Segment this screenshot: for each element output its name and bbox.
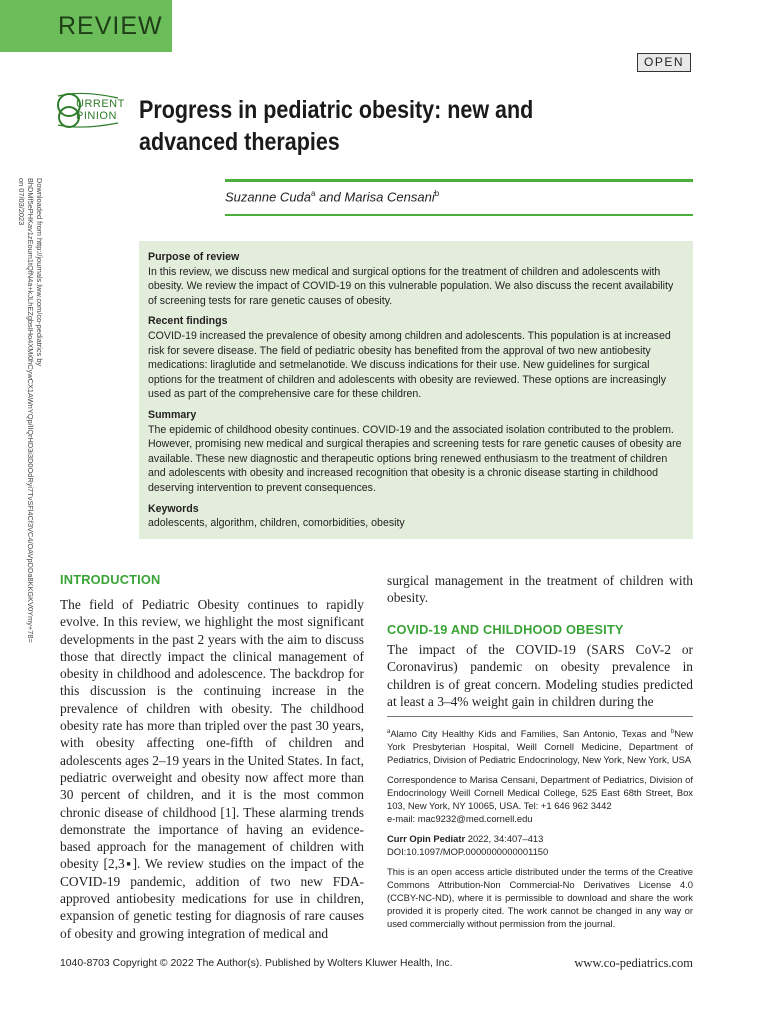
aff-sup-b: b bbox=[670, 729, 675, 735]
title-rule-top bbox=[225, 179, 693, 182]
email: e-mail: mac9232@med.cornell.edu bbox=[387, 813, 533, 825]
logo-line1: URRENT bbox=[76, 98, 125, 110]
summary-heading: Summary bbox=[148, 408, 197, 421]
purpose-heading: Purpose of review bbox=[148, 251, 240, 263]
citation-block bbox=[387, 832, 693, 858]
journal-url[interactable]: www.co-pediatrics.com bbox=[574, 956, 693, 970]
affiliation-a: Alamo City Healthy Kids and Families, San Antonio, Texas and bbox=[390, 728, 671, 740]
covid-text: The impact of the COVID-19 (SARS CoV-2 or Coronavirus) pandemic on obesity prevalence in children is of great concern. Modeling studies predicted at least a 3–4% weight gain in children during the bbox=[387, 642, 693, 709]
introduction-text: The field of Pediatric Obesity continues to rapidly evolve. In this review, we highlight the most significant developments in the past 2 years with the aim to discuss those that directly impact the clinical management of obesity in childhood and adolescence. The backdrop for this discussion is the continuing increase in the prevalence of children with obesity. The childhood obesity rate has more than tripled over the past 30 years, with obesity affecting one-fifth of children and adolescents ages 2–19 years in the United States. In fact, pediatric overweight and obesity now affect more than 30 percent of children, and it is the most common chronic disease of childhood [1]. These alarming trends demonstrate the importance of having an evidence-based approach for the management of children with obesity [2,3▪]. We review studies on the impact of the COVID-19 pandemic, addition of two new FDA-approved antiobesity medications for use in children, expansion of genetic testing for diagnosis of rare causes of obesity and growing integration of medical and bbox=[60, 597, 364, 941]
keywords-text: adolescents, algorithm, children, comorbidities, obesity bbox=[148, 517, 405, 530]
summary-text: The epidemic of childhood obesity continues. COVID-19 and the associated isolation contributed to the problem. However, promising new medical and surgical therapies and screening tests for rare genetic causes of obesity are available. These new diagnostic and therapeutic options bring renewed enthusiasm to the treatment of children and adolescents with obesity and increased recognition that obesity is a chronic disease starting in childhood deserving intervention to prevent consequences. bbox=[148, 423, 682, 494]
current-opinion-logo bbox=[52, 92, 125, 126]
affiliation-b: New York Presbyterian Hospital, Weill Cornell Medicine, Department of Pediatrics, Division of Pediatric Endocrinology, New York, New York, USA bbox=[387, 728, 693, 766]
abstract-box bbox=[139, 241, 693, 539]
section-banner: REVIEW bbox=[0, 0, 172, 52]
title-rule-bottom bbox=[225, 214, 693, 216]
author-2-affiliation: b bbox=[434, 189, 440, 198]
author-conjunction: and bbox=[315, 189, 345, 205]
article-title: Progress in pediatric obesity: new and advanced therapies bbox=[139, 96, 534, 156]
author-2: Marisa Censani bbox=[344, 189, 435, 205]
author-line bbox=[225, 189, 439, 204]
covid-heading: COVID-19 AND CHILDHOOD OBESITY bbox=[387, 622, 624, 637]
logo-line2: PINION bbox=[76, 110, 117, 122]
correspondence: Correspondence to Marisa Censani, Department of Pediatrics, Division of Endocrinology Weill Cornell Medical College, 525 East 68th Street, Box 103, New York, NY 10065, USA. Tel: +1 646 962 3442 bbox=[387, 774, 693, 812]
download-watermark: Downloaded from http://journals.lww.com/co-pediatrics by BhDMf5ePHKav1zEoum1tQfN4a+kJLhEZgbsIHo4XMi0hCywCX1AWnYQp/IlQrHD3i3D0OdRyi7TvSFl4Cf3VC4/OAVpDDa8KKGKV0Ymy+78= on 07/03/2023 bbox=[17, 178, 44, 643]
footnotes bbox=[387, 726, 693, 937]
author-1: Suzanne Cuda bbox=[225, 189, 312, 205]
journal-name: Curr Opin Pediatr bbox=[387, 833, 466, 845]
findings-text: COVID-19 increased the prevalence of obesity among children and adolescents. This population is at increased risk for severe disease. The field of pediatric obesity has benefited from the approval of two new antiobesity medications: liraglutide and setmelanotide. We discuss indications for their use. New guidelines for surgical options for the treatment of children and adolescents with obesity are reviewed. These options are increasingly used as part of the comprehensive care for these children. bbox=[148, 329, 671, 401]
citation: 2022, 34:407–413 bbox=[465, 833, 544, 845]
affiliations bbox=[387, 726, 693, 766]
aff-sup-a: a bbox=[387, 729, 391, 735]
purpose-text: In this review, we discuss new medical and surgical options for the treatment of children and adolescents with obesity. We review the impact of COVID-19 on this vulnerable population. We also discuss the recent availability of screening tests for rare genetic causes of obesity. bbox=[148, 265, 674, 307]
open-access-badge: OPEN bbox=[637, 53, 691, 72]
correspondence-block bbox=[387, 773, 693, 825]
introduction-heading: INTRODUCTION bbox=[60, 572, 161, 587]
doi: DOI:10.1097/MOP.0000000000001150 bbox=[387, 846, 549, 858]
findings-heading: Recent findings bbox=[148, 315, 228, 328]
introduction-continued: surgical management in the treatment of children with obesity. bbox=[387, 573, 693, 606]
footnote-rule bbox=[387, 716, 693, 717]
keywords-heading: Keywords bbox=[148, 502, 199, 515]
copyright-footer: 1040-8703 Copyright © 2022 The Author(s). Published by Wolters Kluwer Health, Inc. bbox=[60, 958, 453, 969]
license-text: This is an open access article distributed under the terms of the Creative Commons Attribution-Non Commercial-No Derivatives License 4.0 (CCBY-NC-ND), where it is permissible to download and share the work provided it is properly cited. The work cannot be changed in any way or used commercially without permission from the journal. bbox=[387, 866, 693, 930]
author-1-affiliation: a bbox=[311, 189, 316, 198]
